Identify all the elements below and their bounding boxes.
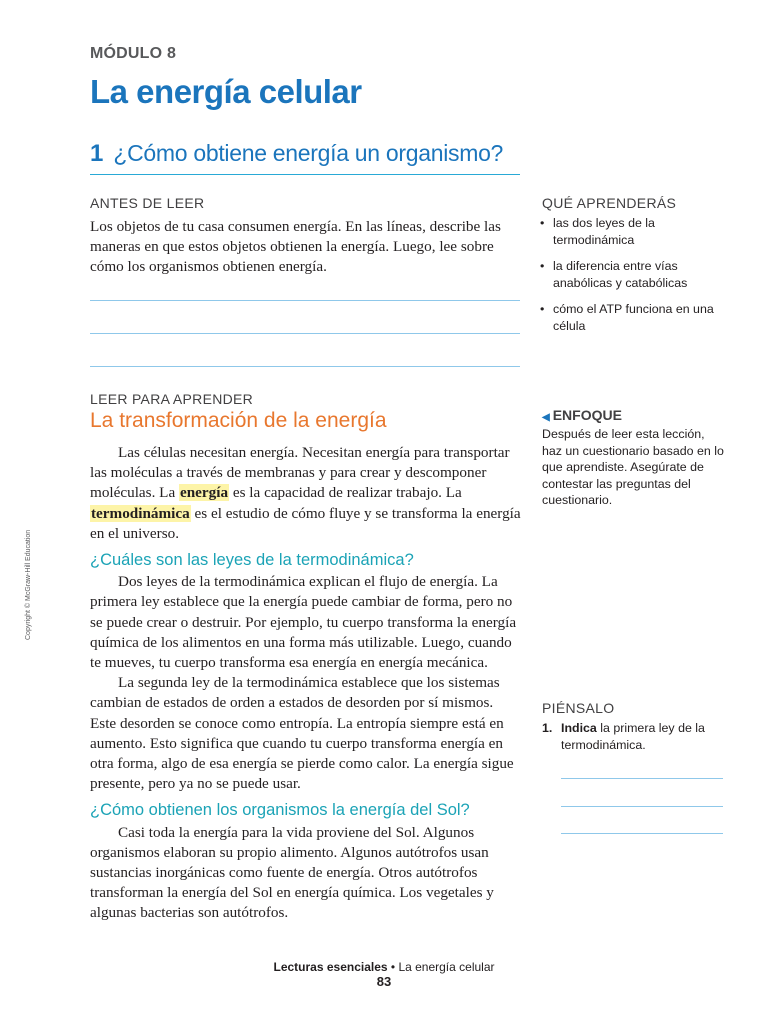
module-title: La energía celular: [90, 73, 362, 110]
lesson-title: ¿Cómo obtiene energía un organismo?: [113, 140, 504, 166]
triangle-left-icon: ◀: [542, 412, 550, 423]
focus-heading: ◀ ENFOQUE: [542, 407, 622, 423]
intro-paragraph: Las células necesitan energía. Necesitan energía para transportar las moléculas a través de membranas y para crear y descomponer moléculas. La energía es la capacidad de realizar trabajo. La termodinámica es el estudio de cómo fluye y se transforma la energía en el universo.: [90, 444, 521, 542]
paragraph-first-law: Dos leyes de la termodinámica explican el flujo de energía. La primera ley establece que la energía puede cambiar de forma, pero no se puede crear o destruir. Por ejemplo, tu cuerpo transforma la energía química de los alimentos en una forma más utilizable. Luego, cuando te mueves, tu cuerpo transforma esa energía en energía mecánica.: [90, 573, 517, 672]
think-question: [542, 720, 732, 753]
subhead-laws: ¿Cuáles son las leyes de la termodinámica?: [90, 551, 414, 570]
footer-title: Lecturas esenciales • La energía celular: [273, 960, 495, 974]
paragraph-sun-energy: Casi toda la energía para la vida proviene del Sol. Algunos organismos elaboran su propio alimento. Algunos autótrofos usan sustancias inorgánicas como fuente de energía. Otros autótrofos transforman la energía del Sol en energía química. Los vegetales y algunas bacterias son autótrofos.: [90, 823, 494, 922]
list-item: • cómo el ATP funciona en una célula: [540, 302, 714, 333]
read-to-learn-heading: LEER PARA APRENDER: [90, 391, 254, 407]
before-reading-heading: ANTES DE LEER: [90, 195, 205, 211]
question-verb: Indica: [561, 721, 597, 735]
answer-line-2[interactable]: [90, 333, 520, 334]
paragraph-second-law: La segunda ley de la termodinámica establece que los sistemas cambian de estados de orden a estados de desorden por sí mismos. Este desorden se conoce como entropía. La entropía siempre está en aumento. Esto significa que cuando tu cuerpo transforma energía en otra forma, algo de esa energía se pierde como calor. La energía sigue presente, pero ya no se puede usar.: [90, 674, 514, 793]
before-reading-text: Los objetos de tu casa consumen energía. En las líneas, describe las maneras en que estos objetos obtienen la energía. Luego, lee sobre cómo los organismos obtienen energía.: [90, 218, 501, 276]
list-item: • la diferencia entre vías anabólicas y catabólicas: [540, 259, 688, 290]
term-termodinamica: termodinámica: [91, 504, 190, 522]
lesson-number: 1: [90, 140, 104, 167]
module-label: MÓDULO 8: [90, 45, 177, 62]
lesson-heading: [90, 140, 520, 175]
think-answer-line-2[interactable]: [561, 806, 723, 807]
what-you-learn-list: [540, 215, 730, 344]
think-heading: PIÉNSALO: [542, 700, 615, 716]
copyright-notice: Copyright © McGraw-Hill Education: [25, 529, 32, 640]
focus-text: Después de leer esta lección, haz un cuestionario basado en lo que aprendiste. Asegúrate de contestar las preguntas del cuestionario.: [542, 427, 724, 507]
bullet-icon: •: [540, 259, 545, 273]
answer-line-1[interactable]: [90, 300, 520, 301]
think-answer-line-1[interactable]: [561, 778, 723, 779]
page-number: 83: [376, 974, 392, 989]
what-you-learn-heading: QUÉ APRENDERÁS: [542, 195, 677, 211]
section-title: La transformación de la energía: [90, 409, 387, 432]
list-item: • las dos leyes de la termodinámica: [540, 216, 655, 247]
bullet-icon: •: [540, 216, 545, 230]
answer-line-3[interactable]: [90, 366, 520, 367]
question-number: 1.: [542, 721, 553, 735]
bullet-icon: •: [540, 302, 545, 316]
think-answer-line-3[interactable]: [561, 833, 723, 834]
question-text: la primera ley de la termodinámica.: [561, 721, 705, 752]
term-energia: energía: [179, 484, 229, 502]
main-body: [90, 443, 522, 924]
subhead-sun-energy: ¿Cómo obtienen los organismos la energía del Sol?: [90, 801, 470, 820]
